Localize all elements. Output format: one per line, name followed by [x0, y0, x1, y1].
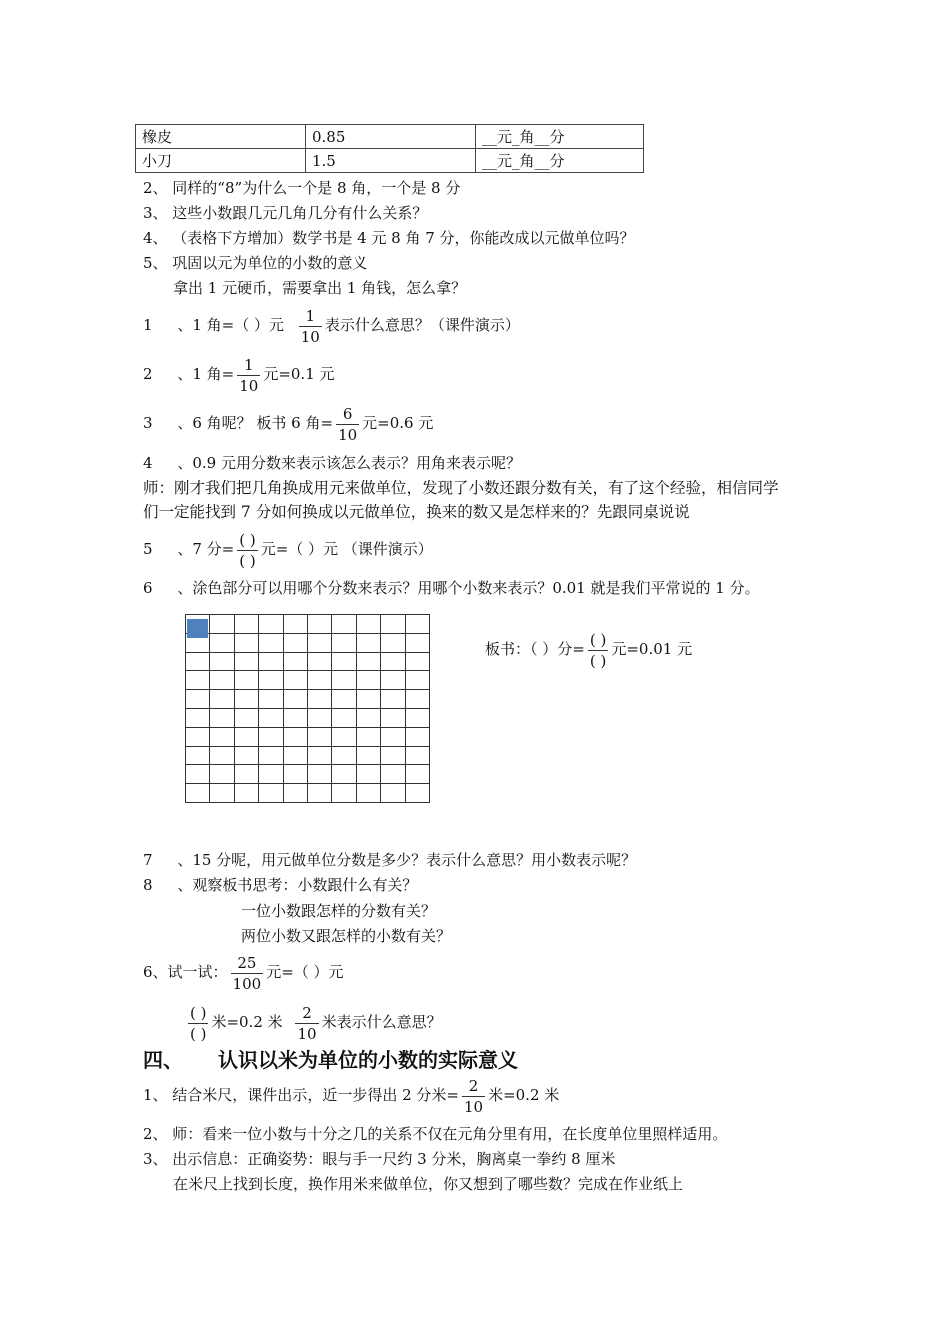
grid-cell — [332, 784, 356, 803]
grid-cell — [405, 652, 429, 671]
grid-cell — [259, 633, 283, 652]
board-text: 元=0.01 元 — [611, 640, 693, 658]
grid-row — [186, 690, 430, 709]
step-number: 5 — [143, 540, 153, 558]
grid-cell — [307, 727, 331, 746]
grid-cell — [186, 652, 210, 671]
grid-cell — [332, 615, 356, 634]
grid-cell — [283, 765, 307, 784]
grid-row — [186, 708, 430, 727]
teacher-line-2: 们一定能找到 7 分如何换成以元做单位，换来的数又是怎样来的？先跟同桌说说 — [143, 503, 690, 521]
grid-cell — [186, 765, 210, 784]
grid-cell — [259, 671, 283, 690]
item-text: 米=0.2 米 — [488, 1086, 560, 1104]
grid-cell — [405, 765, 429, 784]
question-5: 5、 巩固以元为单位的小数的意义 — [143, 254, 368, 272]
step-text: 、涂色部分可以用哪个分数来表示？用哪个小数来表示？0.01 就是我们平常说的 1 分。 — [177, 579, 760, 597]
grid-cell — [259, 765, 283, 784]
grid-cell — [405, 671, 429, 690]
grid-cell — [210, 708, 234, 727]
grid-cell — [283, 784, 307, 803]
fraction — [462, 1076, 485, 1117]
table-cell-value: 0.85 — [306, 125, 476, 149]
grid-cell — [307, 615, 331, 634]
grid-cell — [356, 746, 380, 765]
grid-cell — [332, 690, 356, 709]
step-number: 1 — [143, 316, 153, 334]
grid-row — [186, 765, 430, 784]
grid-cell — [405, 784, 429, 803]
grid-cell — [259, 615, 283, 634]
question-4: 4、 （表格下方增加）数学书是 4 元 8 角 7 分，你能改成以元做单位吗？ — [143, 229, 635, 247]
table-row — [136, 125, 644, 149]
fraction-numerator: 25 — [231, 953, 264, 974]
step-2 — [143, 353, 335, 396]
table-cell-item: 小刀 — [136, 149, 306, 173]
grid-cell — [259, 727, 283, 746]
grid-cell — [381, 727, 405, 746]
grid-cell — [186, 784, 210, 803]
step-text: 、15 分呢，用元做单位分数是多少？表示什么意思？用小数表示呢？ — [177, 851, 637, 869]
step-3 — [143, 402, 433, 445]
grid-cell — [210, 727, 234, 746]
fraction-denominator: 10 — [300, 327, 320, 346]
fraction-numerator: 1 — [237, 355, 260, 376]
grid-cell — [307, 652, 331, 671]
grid-cell — [234, 708, 258, 727]
board-writing — [485, 627, 692, 671]
grid-cell — [381, 746, 405, 765]
section-number: 四、 — [143, 1048, 183, 1072]
grid-cell — [259, 746, 283, 765]
step-number: 7 — [143, 851, 153, 869]
grid-cell — [283, 615, 307, 634]
grid-cell — [381, 615, 405, 634]
grid-cell — [356, 671, 380, 690]
grid-cell — [332, 746, 356, 765]
try-text: 元=（ ）元 — [266, 963, 344, 981]
grid-cell — [210, 690, 234, 709]
grid-cell — [405, 708, 429, 727]
question-5-sub: 拿出 1 元硬币，需要拿出 1 角钱，怎么拿？ — [173, 279, 467, 297]
grid-row — [186, 615, 430, 634]
grid-cell — [307, 690, 331, 709]
step-text: 元=（ ）元 （课件演示） — [260, 540, 433, 558]
section-4-item-1 — [143, 1074, 559, 1117]
grid-cell — [332, 652, 356, 671]
try-it-2 — [185, 1000, 442, 1044]
grid-cell — [210, 615, 234, 634]
fraction-numerator: ( ) — [190, 1003, 207, 1022]
fraction — [299, 306, 322, 347]
grid-cell — [307, 765, 331, 784]
grid-cell — [381, 784, 405, 803]
section-4-item-2: 2、 师：看来一位小数与十分之几的关系不仅在元角分里有用，在长度单位里照样适用。 — [143, 1125, 728, 1143]
grid-cell — [405, 690, 429, 709]
fraction-denominator: ( ) — [589, 651, 607, 670]
grid-cell — [234, 727, 258, 746]
grid-cell — [356, 690, 380, 709]
grid-cell — [283, 746, 307, 765]
fraction-denominator: 10 — [297, 1024, 317, 1043]
section-heading — [143, 1047, 518, 1073]
grid-cell — [186, 671, 210, 690]
fraction-denominator: 10 — [239, 376, 259, 395]
try-it — [143, 950, 344, 994]
grid-cell — [283, 727, 307, 746]
try-text: 米=0.2 米 — [211, 1013, 283, 1031]
price-table — [135, 124, 644, 173]
section-4-item-3: 3、 出示信息：正确姿势：眼与手一尺约 3 分米，胸离桌一拳约 8 厘米 — [143, 1150, 616, 1168]
grid-cell — [332, 727, 356, 746]
try-label: 6、试一试： — [143, 963, 228, 981]
grid-cell — [381, 633, 405, 652]
grid-cell — [381, 765, 405, 784]
step-text: 表示什么意思？（课件演示） — [324, 316, 520, 334]
teacher-line-1: 师：刚才我们把几角换成用元来做单位，发现了小数还跟分数有关，有了这个经验，相信同学 — [143, 479, 779, 497]
grid-cell — [186, 746, 210, 765]
question-3: 3、 这些小数跟几元几角几分有什么关系？ — [143, 204, 428, 222]
grid-cell — [405, 727, 429, 746]
step-8-sub-b: 两位小数又跟怎样的小数有关？ — [241, 927, 452, 945]
grid-row — [186, 727, 430, 746]
grid-cell — [210, 784, 234, 803]
step-text: 、1 角= — [177, 365, 235, 383]
grid-cell — [307, 784, 331, 803]
grid-cell — [356, 727, 380, 746]
table-row — [136, 149, 644, 173]
step-text: 元=0.1 元 — [263, 365, 335, 383]
step-8 — [143, 875, 417, 895]
grid-cell — [381, 708, 405, 727]
fraction — [188, 1003, 208, 1044]
fraction — [237, 355, 260, 396]
grid-cell — [356, 633, 380, 652]
grid-cell — [381, 671, 405, 690]
step-text: 、0.9 元用分数来表示该怎么表示？用角来表示呢？ — [177, 454, 521, 472]
grid-cell — [283, 690, 307, 709]
step-text: 、观察板书思考：小数跟什么有关？ — [177, 876, 418, 894]
table-cell-blank: __元_角__分 — [476, 149, 644, 173]
table-cell-blank: __元_角__分 — [476, 125, 644, 149]
fraction-numerator: ( ) — [239, 530, 256, 549]
table-cell-value: 1.5 — [306, 149, 476, 173]
fraction-denominator: ( ) — [190, 1024, 207, 1043]
grid-cell — [186, 708, 210, 727]
grid-row — [186, 671, 430, 690]
step-4 — [143, 453, 521, 473]
grid-cell — [234, 784, 258, 803]
grid-cell — [307, 746, 331, 765]
grid-cell — [332, 765, 356, 784]
grid-cell — [283, 671, 307, 690]
section-4-item-3-sub: 在米尺上找到长度，换作用米来做单位，你又想到了哪些数？完成在作业纸上 — [173, 1175, 684, 1193]
section-title: 认识以米为单位的小数的实际意义 — [217, 1048, 518, 1072]
grid-cell — [234, 671, 258, 690]
step-number: 2 — [143, 365, 153, 383]
step-text: 、6 角呢？ 板书 6 角= — [177, 414, 334, 432]
grid-cell — [356, 652, 380, 671]
step-1 — [143, 304, 520, 347]
grid-cell — [259, 690, 283, 709]
shaded-cell — [187, 619, 208, 638]
grid-cell — [234, 652, 258, 671]
item-text: 1、 结合米尺，课件出示，近一步得出 2 分米= — [143, 1086, 459, 1104]
fraction-numerator: ( ) — [589, 630, 607, 649]
grid-cell — [356, 765, 380, 784]
fraction-numerator: 6 — [336, 404, 359, 425]
fraction — [588, 630, 608, 671]
grid-cell — [210, 633, 234, 652]
fraction-numerator: 2 — [462, 1076, 485, 1097]
table-cell-item: 橡皮 — [136, 125, 306, 149]
grid-cell — [210, 746, 234, 765]
grid-cell — [283, 633, 307, 652]
grid-cell — [234, 690, 258, 709]
grid-cell — [356, 784, 380, 803]
grid-cell — [332, 708, 356, 727]
grid-cell — [259, 784, 283, 803]
step-number: 6 — [143, 579, 153, 597]
fraction — [295, 1003, 318, 1044]
grid-cell — [210, 652, 234, 671]
step-number: 3 — [143, 414, 153, 432]
step-6 — [143, 578, 760, 598]
grid-cell — [234, 746, 258, 765]
grid-row — [186, 633, 430, 652]
step-8-sub-a: 一位小数跟怎样的分数有关？ — [241, 902, 437, 920]
grid-cell — [234, 615, 258, 634]
grid-cell — [405, 746, 429, 765]
step-number: 4 — [143, 454, 153, 472]
grid-cell — [307, 708, 331, 727]
fraction — [336, 404, 359, 445]
grid-cell — [234, 633, 258, 652]
grid-cell — [332, 633, 356, 652]
grid-row — [186, 652, 430, 671]
grid-cell — [405, 633, 429, 652]
fraction-denominator: 10 — [463, 1097, 484, 1116]
fraction-numerator: 1 — [299, 306, 322, 327]
grid-row — [186, 746, 430, 765]
try-text: 米表示什么意思？ — [321, 1013, 442, 1031]
step-text: 、1 角=（ ）元 — [177, 316, 284, 334]
step-number: 8 — [143, 876, 153, 894]
grid-cell — [381, 652, 405, 671]
fraction-denominator: 10 — [338, 425, 358, 444]
grid-cell — [283, 708, 307, 727]
grid-row — [186, 784, 430, 803]
grid-cell — [307, 633, 331, 652]
grid-cell — [186, 690, 210, 709]
fraction-denominator: ( ) — [239, 551, 256, 570]
grid-cell — [405, 615, 429, 634]
fraction — [237, 530, 257, 571]
grid-cell — [210, 765, 234, 784]
grid-cell — [332, 671, 356, 690]
hundred-grid — [185, 614, 430, 803]
step-5 — [143, 528, 433, 571]
grid-cell — [356, 708, 380, 727]
grid-cell — [186, 727, 210, 746]
step-text: 、7 分= — [177, 540, 235, 558]
grid-cell — [259, 708, 283, 727]
fraction-numerator: 2 — [295, 1003, 318, 1024]
grid-cell — [259, 652, 283, 671]
board-text: 板书：（ ）分= — [485, 640, 585, 658]
fraction-denominator: 100 — [232, 974, 262, 993]
grid-cell — [307, 671, 331, 690]
grid-cell — [381, 690, 405, 709]
grid-cell — [356, 615, 380, 634]
grid-cell — [210, 671, 234, 690]
grid-cell — [234, 765, 258, 784]
step-text: 元=0.6 元 — [362, 414, 434, 432]
grid-cell — [283, 652, 307, 671]
fraction — [231, 953, 264, 994]
question-2: 2、 同样的“8”为什么一个是 8 角，一个是 8 分 — [143, 179, 461, 197]
step-7 — [143, 850, 636, 870]
